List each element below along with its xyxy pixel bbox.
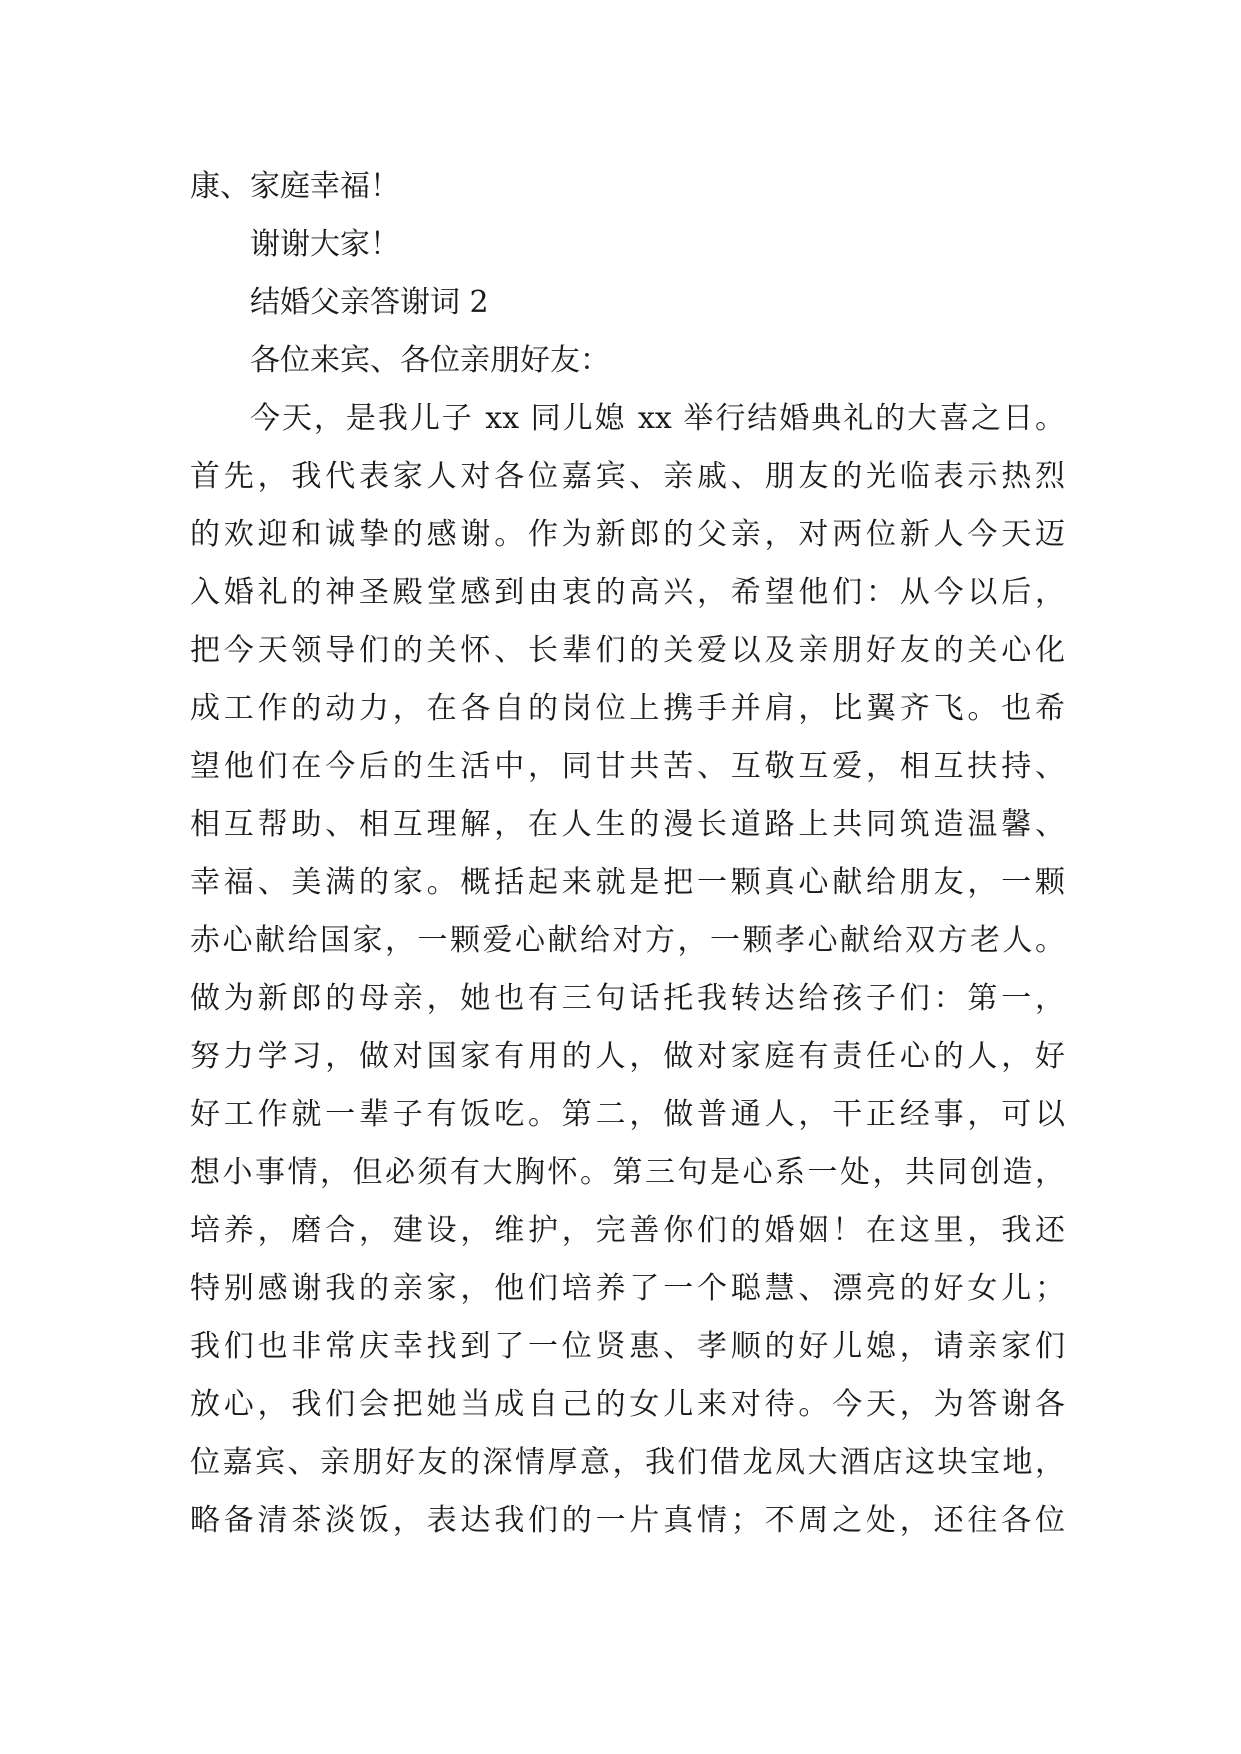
paragraph-line: 相互帮助、相互理解，在人生的漫长道路上共同筑造温馨、	[190, 807, 1065, 842]
section-title: 结婚父亲答谢词 2	[250, 285, 489, 320]
paragraph-line: 想小事情，但必须有大胸怀。第三句是心系一处，共同创造，	[190, 1155, 1065, 1190]
text-line-thanks: 谢谢大家！	[250, 227, 400, 262]
paragraph-line: 入婚礼的神圣殿堂感到由衷的高兴，希望他们：从今以后，	[190, 575, 1065, 610]
paragraph-line: 放心，我们会把她当成自己的女儿来对待。今天，为答谢各	[190, 1387, 1065, 1422]
paragraph-line: 的欢迎和诚挚的感谢。作为新郎的父亲，对两位新人今天迈	[190, 517, 1065, 552]
document-body	[190, 158, 1065, 1550]
salutation: 各位来宾、各位亲朋好友：	[250, 343, 610, 378]
paragraph-line: 成工作的动力，在各自的岗位上携手并肩，比翼齐飞。也希	[190, 691, 1065, 726]
paragraph-line: 略备清茶淡饭，表达我们的一片真情；不周之处，还往各位	[190, 1503, 1065, 1538]
paragraph-line: 好工作就一辈子有饭吃。第二，做普通人，干正经事，可以	[190, 1097, 1065, 1132]
paragraph-line: 望他们在今后的生活中，同甘共苦、互敬互爱，相互扶持、	[190, 749, 1065, 784]
paragraph-line: 把今天领导们的关怀、长辈们的关爱以及亲朋好友的关心化	[190, 633, 1065, 668]
paragraph-line: 努力学习，做对国家有用的人，做对家庭有责任心的人，好	[190, 1039, 1065, 1074]
paragraph-line: 首先，我代表家人对各位嘉宾、亲戚、朋友的光临表示热烈	[190, 459, 1065, 494]
text-line-continuation: 康、家庭幸福！	[190, 169, 400, 204]
paragraph-line: 赤心献给国家，一颗爱心献给对方，一颗孝心献给双方老人。	[190, 923, 1065, 958]
paragraph-line: 今天，是我儿子 xx 同儿媳 xx 举行结婚典礼的大喜之日。	[250, 401, 1065, 436]
paragraph-line: 我们也非常庆幸找到了一位贤惠、孝顺的好儿媳，请亲家们	[190, 1329, 1065, 1364]
paragraph-line: 培养，磨合，建设，维护，完善你们的婚姻！在这里，我还	[190, 1213, 1065, 1248]
paragraph-line: 位嘉宾、亲朋好友的深情厚意，我们借龙凤大酒店这块宝地，	[190, 1445, 1065, 1480]
paragraph-line: 幸福、美满的家。概括起来就是把一颗真心献给朋友，一颗	[190, 865, 1065, 900]
paragraph-line: 特别感谢我的亲家，他们培养了一个聪慧、漂亮的好女儿；	[190, 1271, 1065, 1306]
speech-paragraph	[190, 390, 1065, 1550]
paragraph-line: 做为新郎的母亲，她也有三句话托我转达给孩子们：第一，	[190, 981, 1065, 1016]
